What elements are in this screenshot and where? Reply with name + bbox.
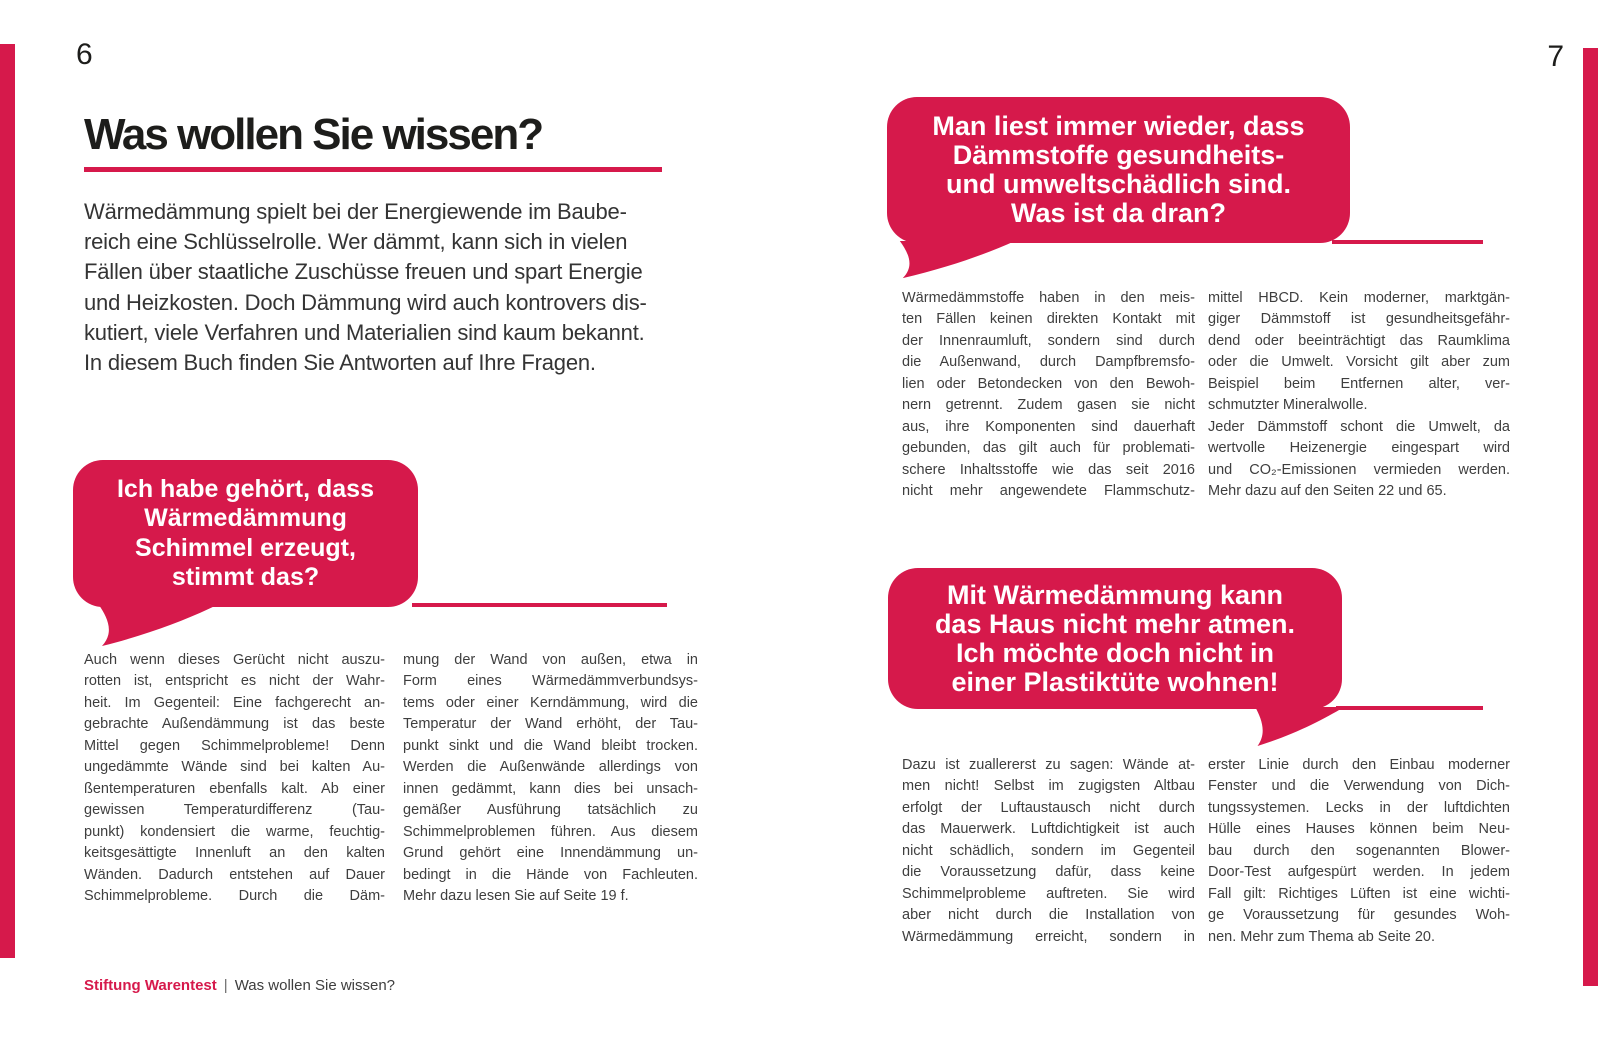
speech-bubble-tail [893,241,1015,279]
footer-section: Was wollen Sie wissen? [234,977,396,994]
text-line: men nicht! Selbst im zugigsten Altbau [902,778,1195,795]
text-line: das Haus nicht mehr atmen. [934,608,1296,639]
text-line: und CO₂-Emissionen vermieden werden. [1208,461,1510,478]
text-line: Mittel gegen Schimmelprobleme! Denn [84,737,385,754]
text-line: bedingt in die Hände von Fachleuten. [403,866,698,883]
text-line: Fall gilt: Richtiges Lüften ist eine wichti- [1208,885,1510,902]
text-line: Wänden. Dadurch entstehen auf Dauer [84,866,385,883]
text-line: punkt) kondensiert die warme, feuchtig- [84,823,385,840]
text-line: ungedämmte Wände sind bei kalten Au- [84,759,385,776]
text-line: Schimmelproblemen führen. Aus diesem [403,823,698,840]
text-line: Ich habe gehört, dass [116,474,374,503]
text-line: Temperatur der Wand erhöht, der Tau- [403,716,698,733]
text-line: heit. Im Gegenteil: Eine fachgerecht an- [84,694,385,711]
text-line: gebrachte Außendämmung ist das beste [84,716,385,733]
text-line: Door-Test aufgespürt werden. In jedem [1208,864,1510,881]
body-column [84,650,385,907]
text-line: aber nicht durch die Installation von [902,907,1195,924]
text-line: kutiert, viele Verfahren und Materialien sind kaum bekannt. [84,319,645,345]
text-line: Wärmedämmung spielt bei der Energiewende im Baube- [84,199,627,224]
text-line: Beispiel beim Entfernen alter, ver- [1208,375,1510,392]
text-line: Fällen über staatliche Zuschüsse freuen und spart Energie [84,259,643,285]
text-line: Mit Wärmedämmung kann [946,579,1284,610]
right-edge-bar [1583,48,1598,986]
text-line: ge Voraussetzung für gesundes Woh- [1208,907,1510,924]
text-line: tungssystemen. Lecks in der luftdichten [1208,799,1510,816]
text-line: Schimmelprobleme. Durch die Däm- [84,887,385,904]
body-column [902,755,1195,948]
text-line: gewissen Temperaturdifferenz (Tau- [84,802,385,819]
text-line: rotten ist, entspricht es nicht der Wahr- [84,673,385,690]
text-line: Wärmedämmung [144,504,347,532]
text-line: aus, ihre Komponenten sind dauerhaft [902,418,1195,435]
text-line: schmutzter Mineralwolle. [1208,397,1368,414]
left-edge-bar [0,44,15,958]
title-underline [84,167,662,172]
text-line: die Außenwand, durch Dampfbremsfo- [902,354,1195,371]
text-line: ten Fällen keinen direkten Kontakt mit [902,311,1195,328]
text-line: gemäßer Ausführung tatsächlich zu [403,802,698,819]
text-line: ßentemperaturen ebenfalls kalt. Ab einer [84,780,385,797]
footer-brand: Stiftung Warentest [84,977,217,994]
text-line: Dämmstoffe gesundheits- [952,140,1285,170]
text-line: In diesem Buch finden Sie Antworten auf Ihre Fragen. [84,350,596,376]
body-column [1208,755,1510,948]
page-number-right: 7 [1547,40,1564,73]
text-line: Ich möchte doch nicht in [955,637,1274,668]
body-column [902,288,1195,503]
footer-separator: | [223,977,228,994]
text-line: die Voraussetzung dafür, dass keine [902,864,1195,881]
text-line: Auch wenn dieses Gerücht nicht auszu- [84,652,385,668]
speech-bubble-tail [1250,707,1344,747]
text-line: einer Plastiktüte wohnen! [951,666,1279,697]
page-title: Was wollen Sie wissen? [84,110,543,159]
text-line: nicht schädlich, sondern im Gegenteil [902,842,1195,859]
text-line: bau durch den sogenannten Blower- [1208,842,1510,859]
text-line: lien oder Betondecken von den Bewoh- [902,375,1195,392]
text-line: Jeder Dämmstoff schont die Umwelt, da [1208,418,1510,435]
text-line: mittel HBCD. Kein moderner, marktgän- [1208,290,1510,306]
text-line: tems oder einer Kerndämmung, wird die [403,694,698,711]
text-line: Schimmelprobleme auftreten. Sie wird [902,885,1195,902]
divider-line [1332,240,1483,244]
text-line: keitsgesättigte Innenluft an den kalten [84,845,385,862]
text-line: und umweltschädlich sind. [945,169,1292,199]
page-number-left: 6 [76,38,93,71]
text-line: und Heizkosten. Doch Dämmung wird auch kontrovers dis- [84,289,647,315]
text-line: Form eines Wärmedämmverbundsys- [403,673,698,690]
speech-bubble-schimmel [73,460,418,607]
text-line: Hülle eines Hauses können beim Neu- [1208,821,1510,838]
text-line: reich eine Schlüsselrolle. Wer dämmt, kann sich in vielen [84,229,628,255]
text-line: nicht mehr angewendete Flammschutz- [902,483,1195,500]
text-line: gebunden, das gilt auch für problemati- [902,440,1195,457]
text-line: wertvolle Heizenergie eingespart wird [1208,440,1510,457]
text-line: erster Linie durch den Einbau moderner [1208,757,1510,773]
text-line: Mehr dazu auf den Seiten 22 und 65. [1208,483,1447,500]
speech-bubble-tail [92,605,217,647]
text-line: nern getrennt. Zudem gasen sie nicht [902,397,1195,414]
body-column [1208,288,1510,503]
text-line: der Innenraumluft, sondern sind durch [902,332,1195,349]
text-line: das Mauerwerk. Luftdichtigkeit ist auch [902,821,1195,838]
text-line: nen. Mehr zum Thema ab Seite 20. [1208,928,1436,945]
text-line: Wärmedämmung erreicht, sondern in [902,928,1195,945]
body-column [403,650,698,907]
text-line: Man liest immer wieder, dass [932,111,1305,141]
footer [84,977,395,994]
text-line: Schimmel erzeugt, [135,533,356,562]
text-line: Grund gehört eine Innendämmung un- [403,845,698,862]
text-line: Was ist da dran? [1010,198,1227,228]
text-line: stimmt das? [171,563,320,591]
text-line: giger Dämmstoff ist gesundheitsgefähr- [1208,311,1510,328]
text-line: mung der Wand von außen, etwa in [403,652,698,668]
speech-bubble-daemmstoffe [887,97,1350,243]
text-line: Dazu ist zuallererst zu sagen: Wände at- [902,757,1195,773]
divider-line [1336,706,1483,710]
intro-paragraph [84,197,724,378]
text-line: punkt sinkt und die Wand bleibt trocken. [403,737,698,754]
text-line: Mehr dazu lesen Sie auf Seite 19 f. [403,887,629,904]
text-line: Werden die Außenwände allerdings von [403,759,698,776]
text-line: schere Inhaltsstoffe wie das seit 2016 [902,461,1195,478]
speech-bubble-atmen [888,568,1342,709]
text-line: Fenster und die Verwendung von Dich- [1208,778,1510,795]
text-line: oder die Umwelt. Vorsicht gilt aber zum [1208,354,1510,371]
text-line: Wärmedämmstoffe haben in den meis- [902,290,1195,306]
text-line: innen gedämmt, kann dies bei unsach- [403,780,698,797]
divider-line [412,603,667,607]
text-line: erfolgt der Luftaustausch nicht durch [902,799,1195,816]
text-line: dend oder beeinträchtigt das Raumklima [1208,332,1510,349]
